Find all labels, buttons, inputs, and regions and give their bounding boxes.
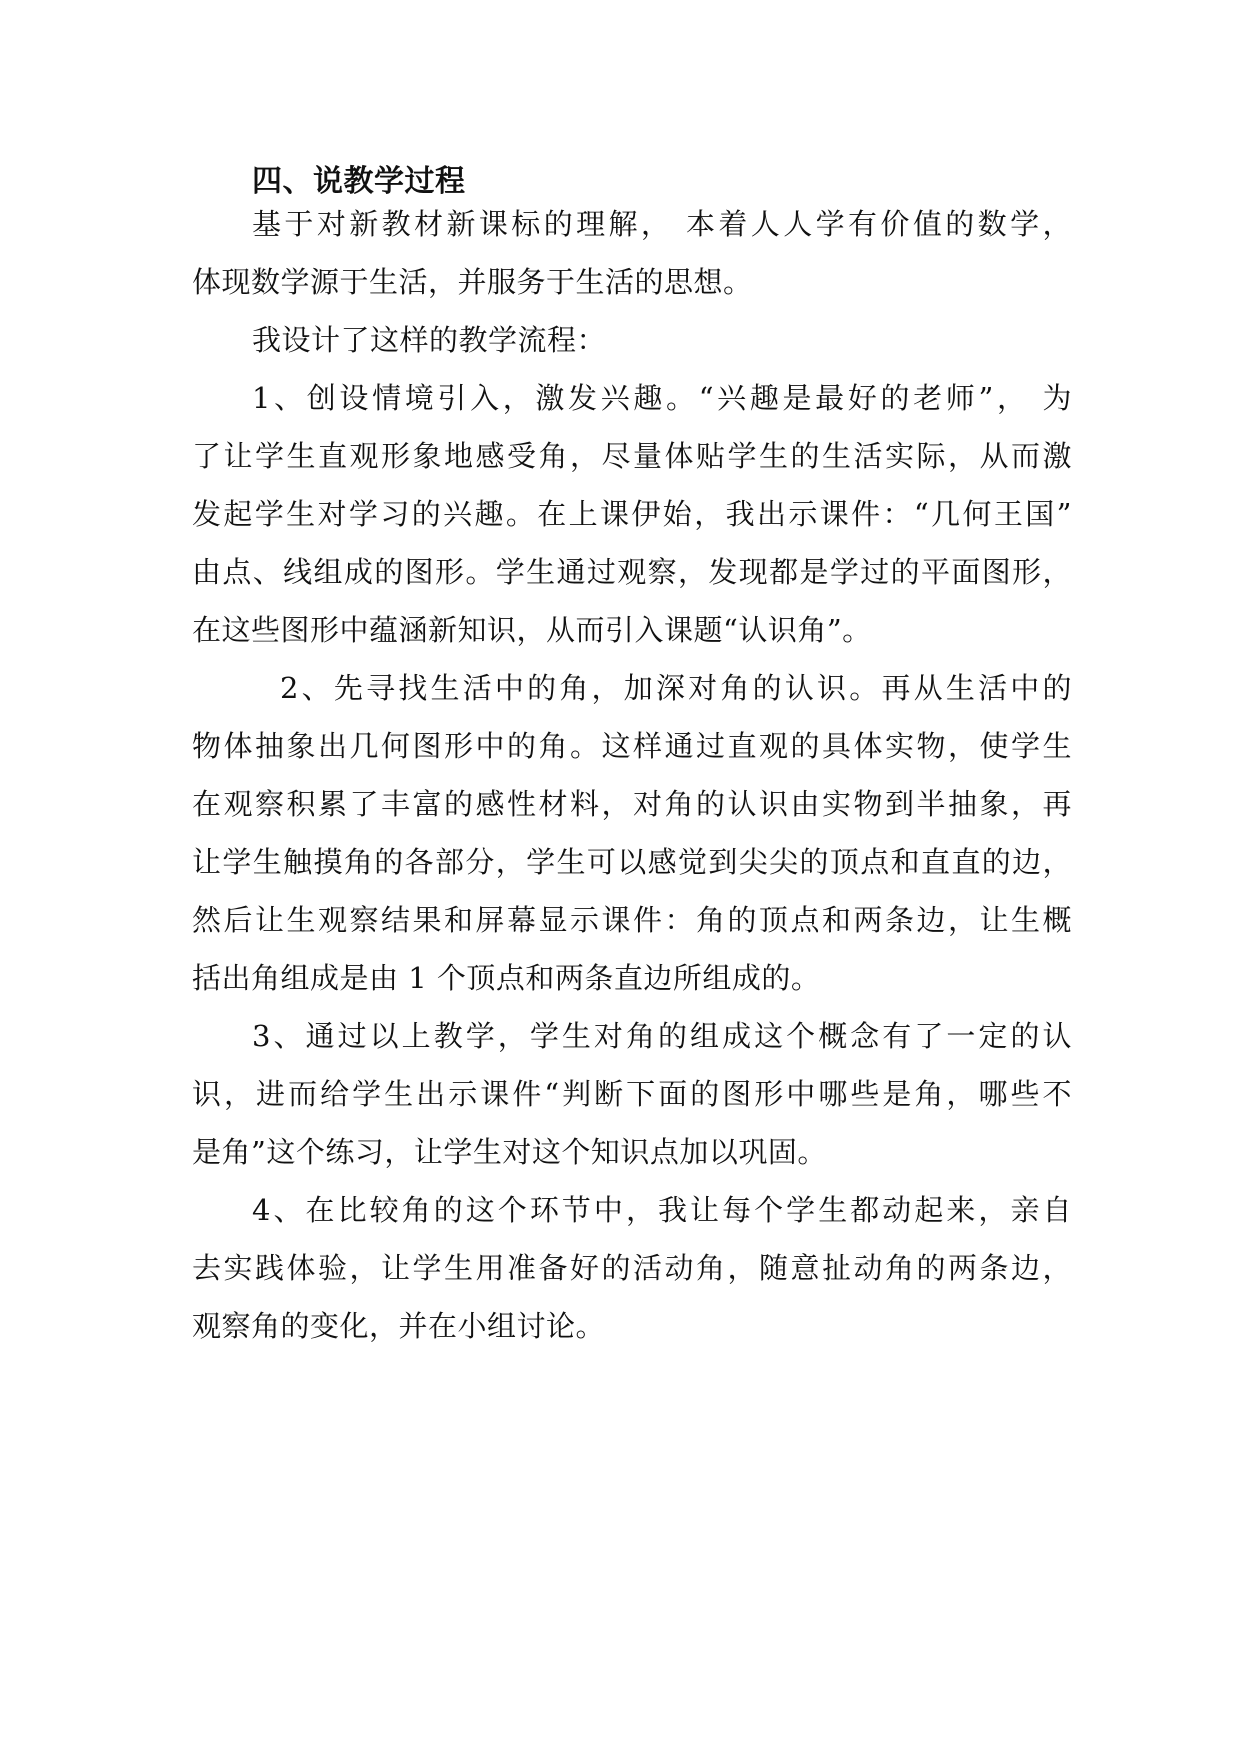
paragraph-line: 让学生触摸角的各部分，学生可以感觉到尖尖的顶点和直直的边，: [192, 845, 1072, 879]
section-heading: 四、说教学过程: [252, 164, 466, 199]
paragraph-line: 4、在比较角的这个环节中，我让每个学生都动起来，亲自: [252, 1193, 1072, 1227]
paragraph-line: 了让学生直观形象地感受角，尽量体贴学生的生活实际，从而激: [192, 439, 1072, 473]
paragraph-line: 是角”这个练习，让学生对这个知识点加以巩固。: [192, 1135, 827, 1169]
paragraph-line: 体现数学源于生活，并服务于生活的思想。: [192, 265, 753, 299]
paragraph-line: 在这些图形中蕴涵新知识，从而引入课题“认识角”。: [192, 613, 872, 647]
paragraph-line: 由点、线组成的图形。学生通过观察，发现都是学过的平面图形，: [192, 555, 1072, 589]
paragraph-line: 物体抽象出几何图形中的角。这样通过直观的具体实物，使学生: [192, 729, 1072, 763]
paragraph-line: 发起学生对学习的兴趣。在上课伊始，我出示课件：“几何王国”: [192, 497, 1072, 531]
paragraph-line: 2、先寻找生活中的角，加深对角的认识。再从生活中的: [280, 671, 1072, 705]
paragraph-line: 3、通过以上教学，学生对角的组成这个概念有了一定的认: [252, 1019, 1072, 1053]
paragraph-line: 我设计了这样的教学流程：: [252, 323, 607, 357]
paragraph-line: 基于对新教材新课标的理解， 本着人人学有价值的数学，: [252, 207, 1072, 241]
paragraph-line: 然后让生观察结果和屏幕显示课件：角的顶点和两条边，让生概: [192, 903, 1072, 937]
paragraph-line: 1、创设情境引入，激发兴趣。“兴趣是最好的老师”， 为: [252, 381, 1072, 415]
paragraph-line: 观察角的变化，并在小组讨论。: [192, 1309, 606, 1343]
paragraph-line: 在观察积累了丰富的感性材料，对角的认识由实物到半抽象，再: [192, 787, 1072, 821]
paragraph-line: 识，进而给学生出示课件“判断下面的图形中哪些是角，哪些不: [192, 1077, 1072, 1111]
paragraph-line: 去实践体验，让学生用准备好的活动角，随意扯动角的两条边，: [192, 1251, 1072, 1285]
paragraph-line: 括出角组成是由 1 个顶点和两条直边所组成的。: [192, 961, 821, 995]
